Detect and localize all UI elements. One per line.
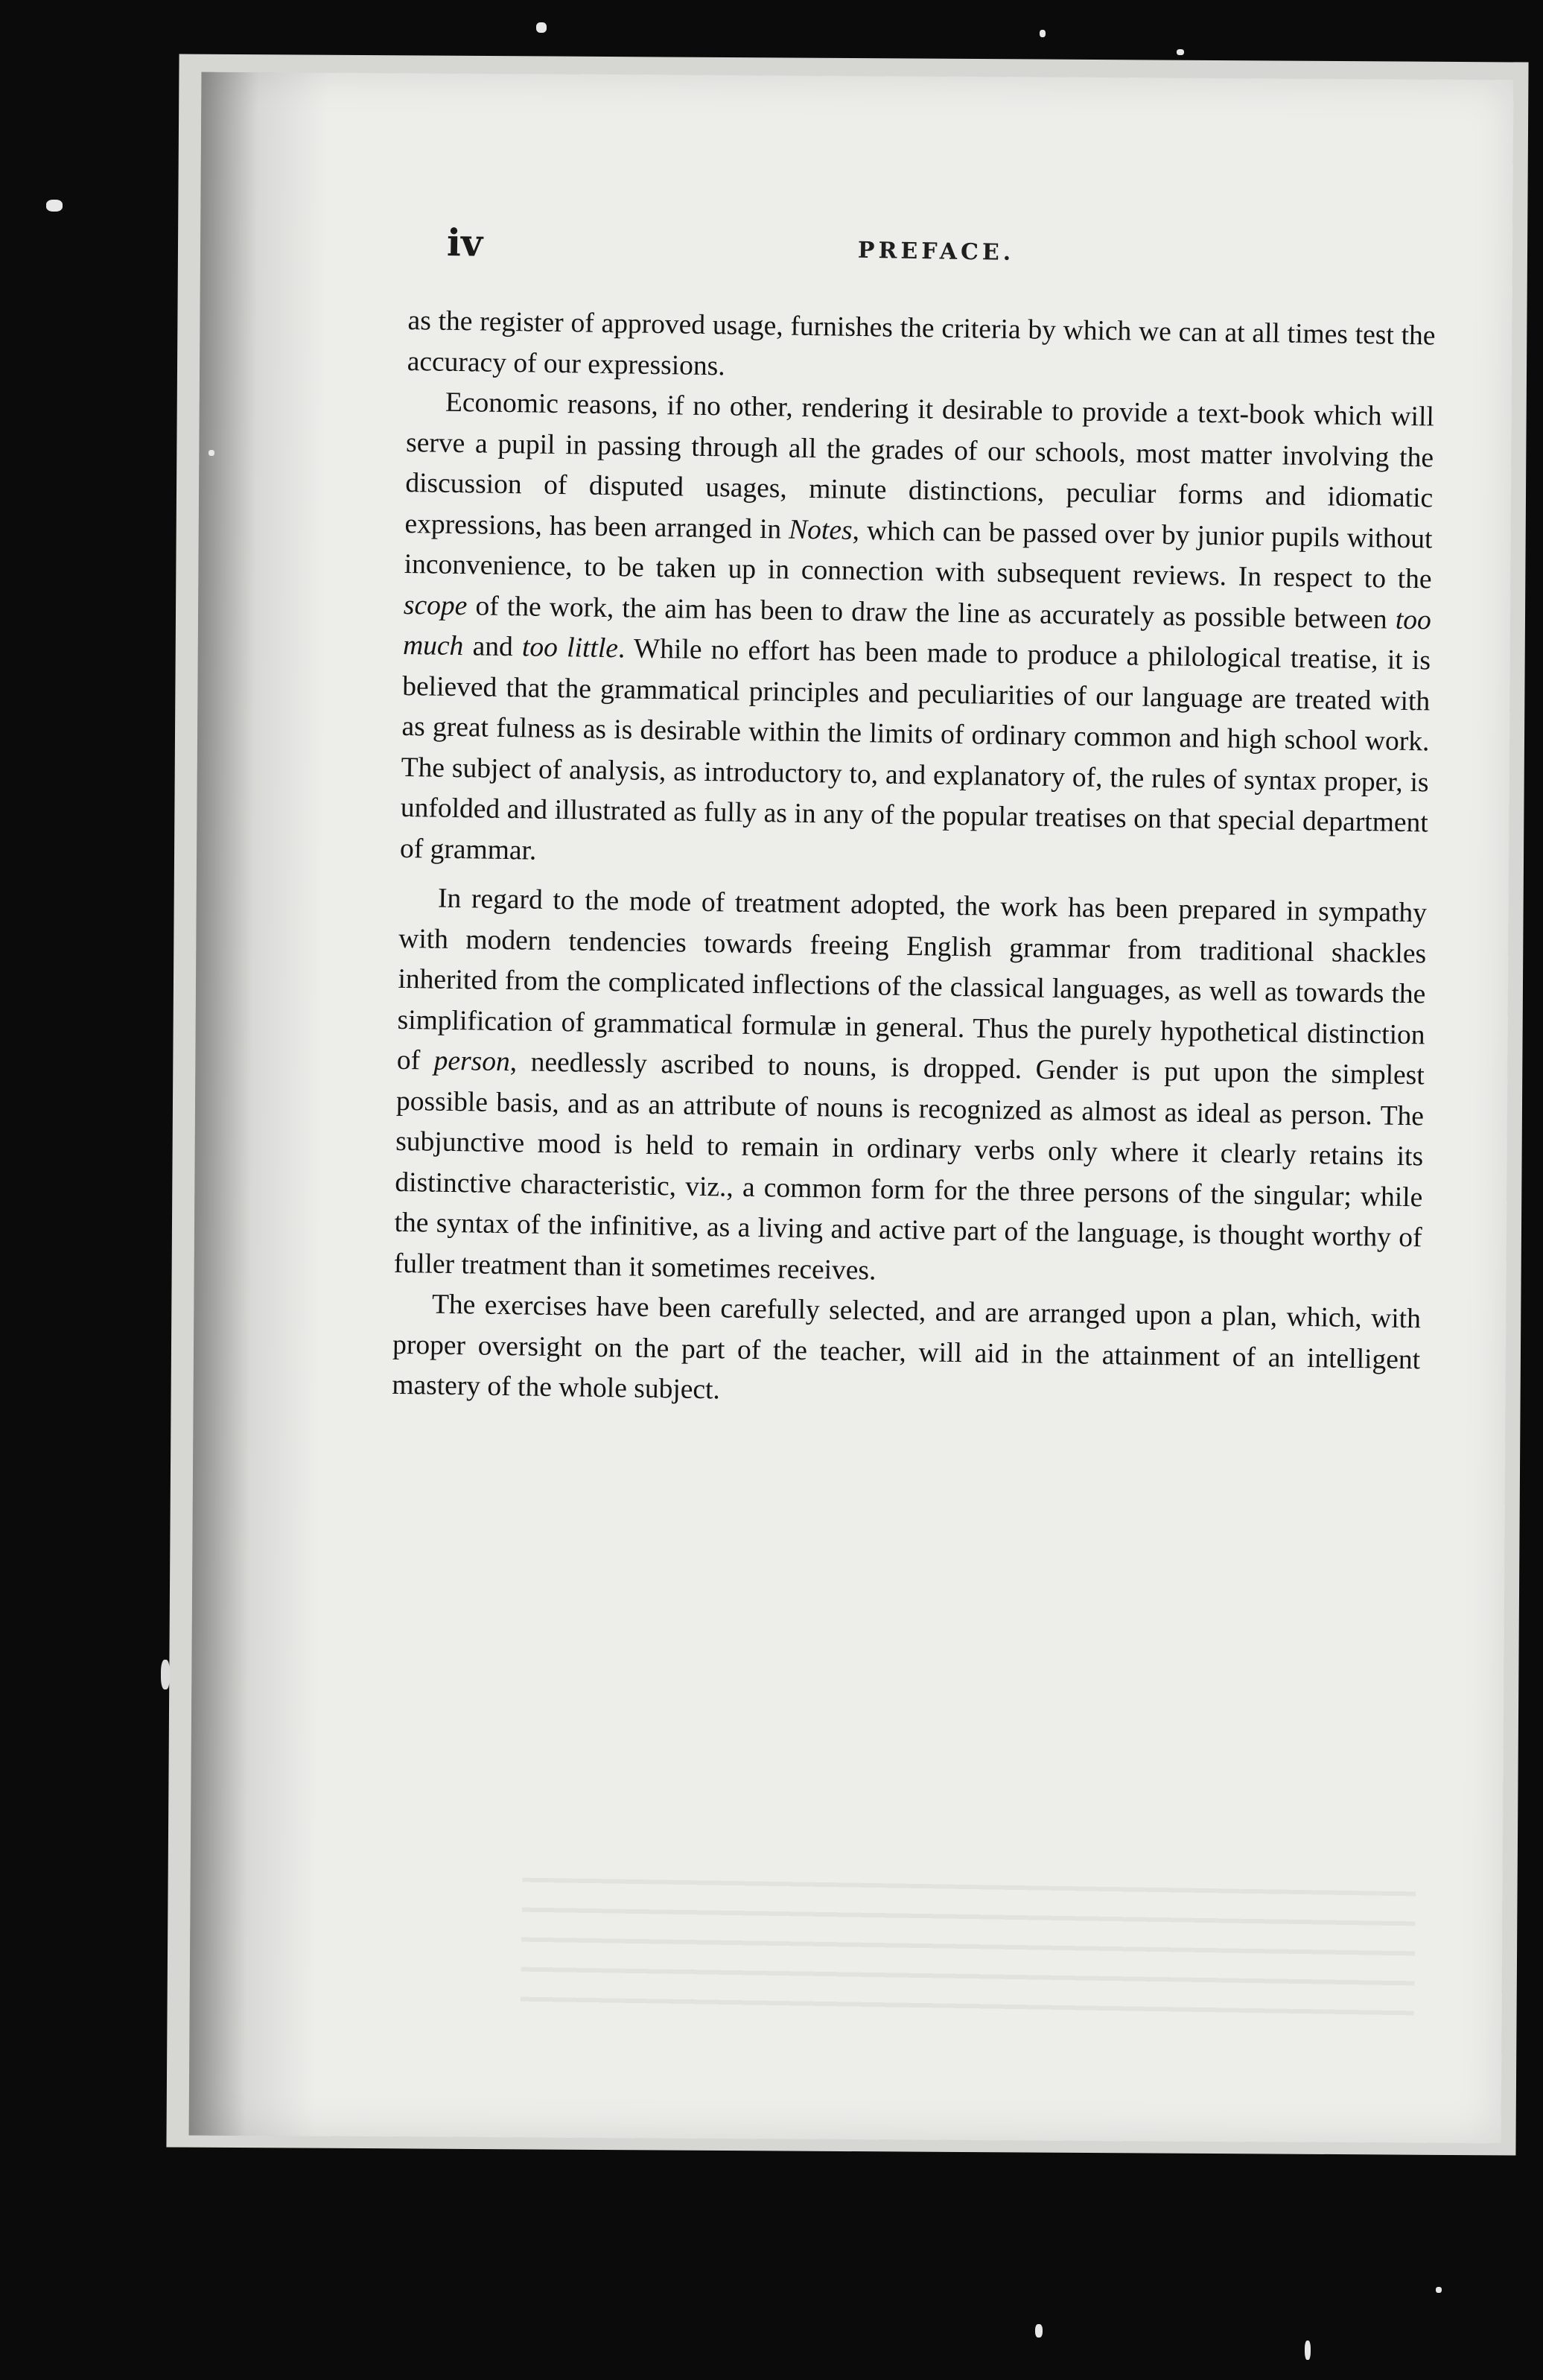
italic-text-run: Notes	[788, 514, 853, 546]
paragraph	[400, 382, 1435, 884]
paragraph	[407, 301, 1435, 397]
text-run: of the work, the aim has been to draw the line as accurately as possible between	[467, 590, 1396, 635]
dust-speck	[209, 450, 214, 456]
dust-speck	[1035, 2324, 1043, 2338]
dust-speck	[161, 1660, 170, 1689]
italic-text-run: too much	[402, 604, 1432, 662]
text-run: , which can be passed over by junior pupils without inconvenience, to be taken up in connection with subsequent reviews. In respect to the	[404, 515, 1433, 595]
paragraph	[393, 878, 1427, 1299]
italic-text-run: person	[433, 1045, 511, 1078]
dust-speck	[1040, 30, 1046, 37]
text-run: . While no effort has been made to produce a philological treatise, it is believed that the grammatical principles and peculiarities of our language are treated with as great fulness as is desirable within the limits of ordinary common and high school work. The subject of analysis, as introductory to, and explanatory of, the rules of syntax proper, is unfolded and illustrated as fully as in any of the popular treatises on that special department of grammar.	[399, 633, 1431, 866]
page-number: iv	[446, 220, 483, 265]
italic-text-run: too little	[521, 632, 619, 664]
dust-speck	[1436, 2287, 1442, 2293]
dust-speck	[46, 200, 63, 212]
dust-speck	[536, 22, 547, 33]
text-run: The exercises have been carefully selected, and are arranged upon a plan, which, with proper oversight on the part of the teacher, will aid in the attainment of an intelligent mastery of the whole subject.	[392, 1289, 1422, 1406]
show-through-text	[521, 1878, 1416, 2019]
body-text	[392, 301, 1436, 1421]
text-run: and	[463, 631, 523, 663]
dust-speck	[1305, 2341, 1311, 2360]
paragraph	[392, 1284, 1421, 1421]
text-run: , needlessly ascribed to nouns, is dropped. Gender is put upon the simplest possible basis, and as an attribute of nouns is recognized as almost as ideal as person. The subjunctive mood is held to remain in ordinary verbs only where it clearly retains its distinctive characteristic, viz., a common form for the three persons of the singular; while the syntax of the infinitive, as a living and active part of the language, is thought worthy of fuller treatment than it sometimes receives.	[393, 1047, 1425, 1286]
binding-shadow	[189, 72, 328, 2136]
text-run: In regard to the mode of treatment adopted, the work has been prepared in sympathy with modern tendencies towards freeing English grammar from traditional shackles inherited from the complicated inflections of the classical languages, as well as towards the simplification of grammatical formulæ in general. Thus the purely hypothetical distinction of	[396, 883, 1428, 1076]
running-head: PREFACE.	[857, 237, 1015, 266]
italic-text-run: scope	[403, 589, 468, 621]
text-run: Economic reasons, if no other, rendering it desirable to provide a text-book which will serve a pupil in passing through all the grades of our schools, most matter involving the discussion of disputed usages, minute distinctions, peculiar forms and idiomatic expressions, has been arranged in	[404, 387, 1435, 545]
text-run: as the register of approved usage, furnishes the criteria by which we can at all times test the accuracy of our expressions.	[407, 305, 1436, 381]
dust-speck	[1177, 49, 1184, 55]
